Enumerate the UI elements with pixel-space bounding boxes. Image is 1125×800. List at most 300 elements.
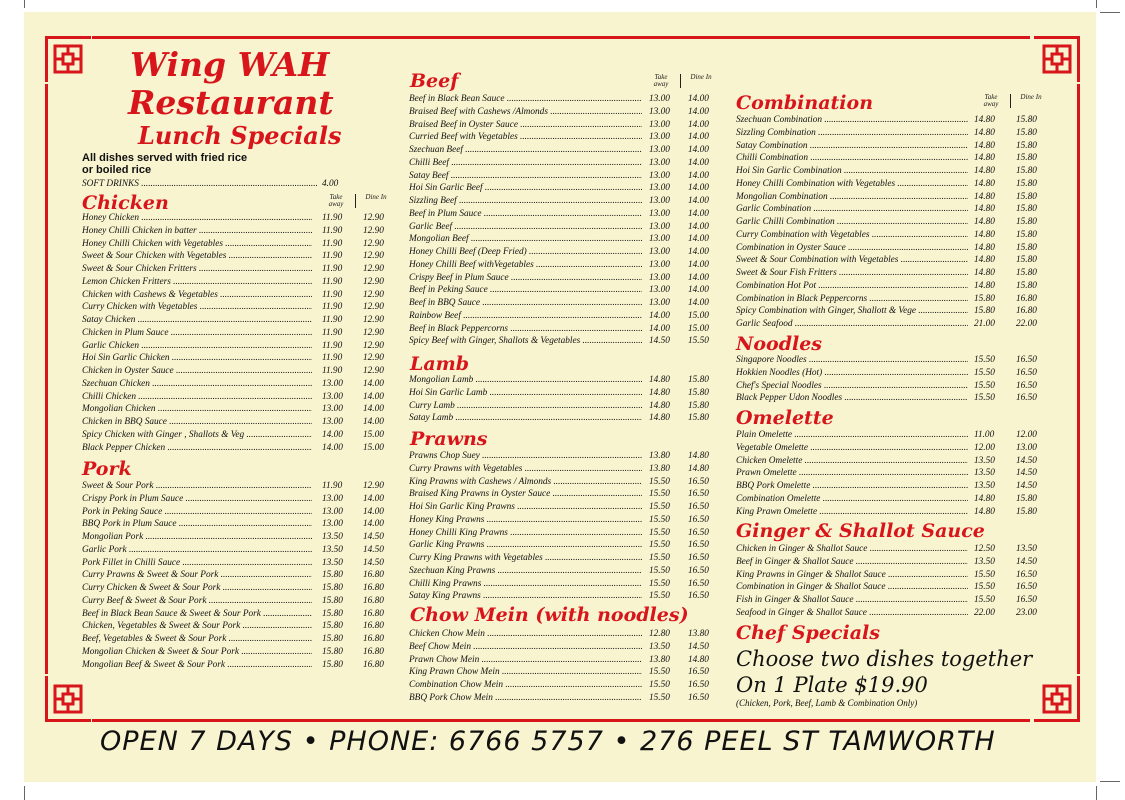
menu-item xyxy=(409,590,729,603)
menu-item xyxy=(736,506,1056,519)
restaurant-type: Restaurant xyxy=(128,83,334,122)
takeaway-price: 13.00 xyxy=(649,272,670,283)
crop-mark xyxy=(1096,0,1097,8)
menu-item xyxy=(82,314,392,327)
dine-in-price: 15.80 xyxy=(688,413,709,424)
menu-item xyxy=(736,455,1056,468)
dine-in-price: 12.90 xyxy=(363,225,384,236)
menu-item-name: Prawn Omelette ..... xyxy=(736,467,968,480)
menu-item xyxy=(82,633,392,646)
chef-specials-line: Choose two dishes together xyxy=(736,647,1033,671)
dine-in-price: 16.80 xyxy=(363,621,384,632)
crop-mark xyxy=(1096,786,1097,800)
dine-in-price: 12.00 xyxy=(1016,430,1037,440)
menu-item-name: Sweet & Sour Chicken Fritters ..... xyxy=(82,263,312,276)
menu-item xyxy=(82,327,392,340)
takeaway-price: 15.80 xyxy=(322,608,343,619)
dine-in-price: 14.50 xyxy=(1016,455,1037,466)
takeaway-price: 15.50 xyxy=(649,476,670,487)
menu-item xyxy=(409,692,729,705)
menu-item xyxy=(409,641,729,654)
rice-note-line: All dishes served with fried rice xyxy=(82,152,248,164)
menu-item-name: Honey King Prawns ..... xyxy=(409,514,642,527)
menu-item-name: Curry King Prawns with Vegetables ..... xyxy=(409,552,642,565)
menu-item xyxy=(736,442,1056,455)
menu-item xyxy=(409,310,729,323)
takeaway-price: 13.50 xyxy=(974,455,995,466)
menu-item xyxy=(409,552,729,565)
takeaway-price: 15.50 xyxy=(974,569,995,580)
dine-in-price: 16.80 xyxy=(363,659,384,670)
dine-in-price: 16.80 xyxy=(363,608,384,619)
takeaway-price: 15.50 xyxy=(649,692,670,703)
dine-in-price: 14.00 xyxy=(363,404,384,415)
section-title-prawns: Prawns xyxy=(410,428,488,450)
menu-item-name: Honey Chicken ..... xyxy=(82,212,312,225)
takeaway-price: 13.00 xyxy=(649,183,670,194)
crop-mark xyxy=(1100,781,1120,782)
menu-item-name: Beef in Black Bean Sauce ..... xyxy=(409,93,642,106)
takeaway-price: 12.50 xyxy=(974,544,995,554)
menu-item-name: Curry Chicken with Vegetables ..... xyxy=(82,301,312,314)
dine-in-price: 15.80 xyxy=(1016,166,1037,176)
menu-item-name: Hoi Sin Garlic Combination ..... xyxy=(736,165,968,178)
menu-item-name: Beef in Ginger & Shallot Sauce ..... xyxy=(736,556,968,569)
menu-item xyxy=(409,246,729,259)
soft-drinks-price: 4.00 xyxy=(322,179,339,189)
menu-item-name: Pork in Peking Sauce ..... xyxy=(82,506,312,519)
menu-item xyxy=(409,284,729,297)
takeaway-price: 11.90 xyxy=(322,366,343,376)
menu-item xyxy=(82,289,392,302)
takeaway-price: 15.80 xyxy=(322,634,343,644)
menu-item xyxy=(82,391,392,404)
menu-item xyxy=(409,182,729,195)
menu-item-name: Beef in BBQ Sauce ..... xyxy=(409,297,642,310)
menu-item xyxy=(409,654,729,667)
chef-specials-line: On 1 Plate $19.90 xyxy=(736,673,928,697)
section-title-noodles: Noodles xyxy=(736,333,823,355)
takeaway-price: 15.80 xyxy=(322,621,343,632)
takeaway-price: 15.80 xyxy=(322,595,343,606)
takeaway-price: 14.00 xyxy=(649,323,670,334)
menu-item-name: Chicken Omelette ..... xyxy=(736,455,968,468)
dine-in-price: 14.00 xyxy=(688,145,709,155)
dine-in-price: 16.80 xyxy=(363,570,384,581)
menu-item-name: Singapore Noodles ..... xyxy=(736,354,968,367)
menu-item xyxy=(409,335,729,348)
menu-item-name: Pork Fillet in Chilli Sauce ..... xyxy=(82,557,312,570)
menu-item-name: Beef, Vegetables & Sweet & Sour Pork ..... xyxy=(82,633,312,646)
menu-item xyxy=(736,467,1056,480)
takeaway-price: 13.00 xyxy=(322,378,343,389)
menu-item-name: Prawn Chow Mein ..... xyxy=(409,654,642,667)
menu-item xyxy=(736,280,1056,293)
dine-in-price: 12.90 xyxy=(363,481,384,491)
dine-in-price: 15.00 xyxy=(688,323,709,334)
dine-in-price: 12.90 xyxy=(363,353,384,364)
dine-in-price: 16.50 xyxy=(1016,595,1037,605)
takeaway-price: 11.90 xyxy=(322,238,343,249)
takeaway-price: 11.90 xyxy=(322,302,343,313)
dine-in-price: 15.80 xyxy=(1016,115,1037,125)
dine-in-price: 15.50 xyxy=(688,336,709,347)
dine-in-price: 15.80 xyxy=(1016,191,1037,202)
takeaway-price: 12.80 xyxy=(649,629,670,639)
takeaway-price: 11.90 xyxy=(322,264,343,274)
menu-item xyxy=(409,539,729,552)
menu-item xyxy=(736,165,1056,178)
dine-in-price: 15.00 xyxy=(688,310,709,321)
menu-item-name: Mongolian Chicken & Sweet & Sour Pork ..... xyxy=(82,646,312,659)
rice-note xyxy=(82,152,312,176)
combination-list xyxy=(736,114,1056,331)
dine-in-price: 14.50 xyxy=(1016,556,1037,567)
menu-item-name: King Prawn Omelette ..... xyxy=(736,506,968,519)
menu-item xyxy=(82,403,392,416)
dine-in-price: 16.50 xyxy=(688,578,709,589)
menu-item xyxy=(82,378,392,391)
menu-item-name: Sweet & Sour Chicken with Vegetables ..... xyxy=(82,250,312,263)
menu-item xyxy=(82,442,392,455)
menu-item-name: Plain Omelette ..... xyxy=(736,429,968,442)
dine-in-price: 16.80 xyxy=(363,583,384,593)
menu-item-name: King Prawns with Cashews / Almonds ..... xyxy=(409,476,642,489)
menu-item-name: Garlic Chicken ..... xyxy=(82,340,312,353)
frame-top xyxy=(92,36,1030,39)
menu-item-name: Combination in Black Peppercorns ..... xyxy=(736,293,968,306)
menu-item-name: Beef in Black Bean Sauce & Sweet & Sour Pork ..... xyxy=(82,608,312,621)
restaurant-subtitle: Lunch Specials xyxy=(138,121,342,150)
menu-item-name: Chilli Chicken ..... xyxy=(82,391,312,404)
menu-item-name: Chef's Special Noodles ..... xyxy=(736,380,968,393)
takeaway-price: 15.80 xyxy=(322,570,343,581)
takeaway-price: 11.90 xyxy=(322,225,343,236)
menu-item-name: Honey Chilli Beef withVegetables ..... xyxy=(409,259,642,272)
menu-item xyxy=(409,514,729,527)
dine-in-price: 14.00 xyxy=(363,417,384,427)
dine-in-price: 15.00 xyxy=(363,442,384,453)
menu-item xyxy=(736,178,1056,191)
corner-ornament-icon xyxy=(1034,36,1080,82)
takeaway-price: 15.50 xyxy=(649,578,670,589)
takeaway-price: 15.50 xyxy=(974,355,995,365)
menu-item-name: Szechuan King Prawns ..... xyxy=(409,565,642,578)
menu-item xyxy=(82,352,392,365)
dine-in-price: 15.80 xyxy=(1016,217,1037,227)
menu-item-name: Garlic Pork ..... xyxy=(82,544,312,557)
menu-item xyxy=(82,493,392,506)
takeaway-price: 13.80 xyxy=(649,463,670,474)
takeaway-price: 15.50 xyxy=(649,667,670,678)
menu-item-name: Chicken in BBQ Sauce ..... xyxy=(82,416,312,429)
menu-item xyxy=(736,191,1056,204)
takeaway-price: 15.50 xyxy=(649,680,670,690)
menu-item-name: Braised King Prawns in Oyster Sauce ..... xyxy=(409,488,642,501)
menu-item-name: Curry Combination with Vegetables ..... xyxy=(736,229,968,242)
dine-in-price: 14.50 xyxy=(363,532,384,542)
takeaway-price: 13.00 xyxy=(649,145,670,155)
menu-item xyxy=(82,569,392,582)
section-title-pork: Pork xyxy=(82,458,132,480)
menu-item-name: Combination Chow Mein ..... xyxy=(409,679,642,692)
takeaway-price: 15.50 xyxy=(649,489,670,500)
takeaway-header: Take away xyxy=(983,93,999,108)
takeaway-price: 13.00 xyxy=(649,157,670,168)
dine-in-price: 14.00 xyxy=(688,94,709,104)
dine-in-price: 16.50 xyxy=(688,476,709,487)
dine-in-price: 14.00 xyxy=(688,132,709,143)
menu-item xyxy=(82,595,392,608)
omelette-list xyxy=(736,429,1056,518)
takeaway-price: 11.90 xyxy=(322,289,343,300)
dine-in-price: 16.50 xyxy=(1016,393,1037,404)
menu-item xyxy=(82,365,392,378)
menu-item-name: Spicy Combination with Ginger, Shallott & Vege ..... xyxy=(736,305,968,318)
dine-in-price: 12.90 xyxy=(363,238,384,249)
menu-item xyxy=(409,578,729,591)
section-title-lamb: Lamb xyxy=(410,353,470,375)
takeaway-price: 15.50 xyxy=(974,380,995,391)
menu-item xyxy=(409,170,729,183)
menu-item xyxy=(409,233,729,246)
ginger-shallot-list xyxy=(736,543,1056,620)
dine-in-price: 16.50 xyxy=(688,680,709,690)
menu-item xyxy=(736,380,1056,393)
menu-item xyxy=(409,501,729,514)
menu-item-name: Mongolian Beef & Sweet & Sour Pork ..... xyxy=(82,659,312,672)
dine-in-price: 16.50 xyxy=(1016,582,1037,593)
takeaway-price: 13.00 xyxy=(649,119,670,130)
menu-item-name: Garlic Seafood ..... xyxy=(736,318,968,331)
menu-item-name: Hoi Sin Garlic Lamb ..... xyxy=(409,387,642,400)
takeaway-price: 14.80 xyxy=(974,140,995,151)
takeaway-price: 11.90 xyxy=(322,327,343,338)
menu-item-name: Garlic Chilli Combination ..... xyxy=(736,216,968,229)
dine-in-price: 14.00 xyxy=(363,506,384,517)
dine-in-price: 14.00 xyxy=(688,221,709,232)
menu-item xyxy=(736,429,1056,442)
menu-item-name: Sizzling Beef ..... xyxy=(409,195,642,208)
takeaway-price: 13.50 xyxy=(974,481,995,491)
menu-item xyxy=(409,476,729,489)
menu-item-name: Satay King Prawns ..... xyxy=(409,590,642,603)
menu-item-name: Curry Beef & Sweet & Sour Pork ..... xyxy=(82,595,312,608)
dine-in-price: 16.50 xyxy=(688,514,709,525)
dine-in-price: 16.80 xyxy=(1016,293,1037,304)
menu-item xyxy=(82,301,392,314)
menu-item-name: Black Pepper Udon Noodles ..... xyxy=(736,392,968,405)
menu-item-name: Mongolian Pork ..... xyxy=(82,531,312,544)
menu-item-name: King Prawns in Ginger & Shallot Sauce ..... xyxy=(736,569,968,582)
dine-in-price: 16.80 xyxy=(363,595,384,606)
menu-item xyxy=(736,581,1056,594)
takeaway-price: 13.50 xyxy=(649,641,670,652)
takeaway-price: 14.80 xyxy=(974,166,995,176)
frame-right xyxy=(1077,84,1080,674)
menu-item xyxy=(409,628,729,641)
menu-item-name: Chilli King Prawns ..... xyxy=(409,578,642,591)
menu-item-name: Crispy Pork in Plum Sauce ..... xyxy=(82,493,312,506)
dine-in-price: 15.80 xyxy=(1016,229,1037,240)
menu-item xyxy=(82,250,392,263)
dine-in-price: 12.90 xyxy=(363,276,384,287)
menu-item-name: Sweet & Sour Pork ..... xyxy=(82,480,312,493)
menu-item-name: Mongolian Combination ..... xyxy=(736,191,968,204)
dine-in-price: 15.80 xyxy=(1016,204,1037,215)
menu-item-name: Garlic King Prawns ..... xyxy=(409,539,642,552)
menu-item xyxy=(409,272,729,285)
noodles-list xyxy=(736,354,1056,405)
soft-drinks-row xyxy=(82,178,347,191)
dine-in-price: 14.00 xyxy=(688,208,709,219)
menu-item xyxy=(82,608,392,621)
menu-item-name: Honey Chilli Combination with Vegetables ..... xyxy=(736,178,968,191)
dine-in-price: 14.00 xyxy=(688,234,709,245)
takeaway-price: 12.00 xyxy=(974,442,995,453)
menu-item-name: Honey Chilli King Prawns ..... xyxy=(409,527,642,540)
dine-in-price: 14.50 xyxy=(1016,481,1037,491)
menu-item-name: Honey Chilli Beef (Deep Fried) ..... xyxy=(409,246,642,259)
takeaway-price: 15.50 xyxy=(649,502,670,512)
dine-in-price: 12.90 xyxy=(363,340,384,351)
takeaway-price: 13.00 xyxy=(649,285,670,296)
chef-specials-offer xyxy=(736,646,1056,698)
rice-note-line: or boiled rice xyxy=(82,164,152,176)
menu-item xyxy=(736,318,1056,331)
menu-item-name: BBQ Pork Omelette ..... xyxy=(736,480,968,493)
menu-item-name: Spicy Chicken with Ginger , Shallots & Veg ..... xyxy=(82,429,312,442)
dine-in-price: 15.80 xyxy=(1016,493,1037,504)
takeaway-price: 15.50 xyxy=(649,540,670,551)
dine-in-header: Dine In xyxy=(690,73,712,81)
dine-in-price: 12.90 xyxy=(363,264,384,274)
menu-item xyxy=(409,450,729,463)
dine-in-price: 14.00 xyxy=(363,391,384,402)
menu-item xyxy=(409,259,729,272)
takeaway-price: 11.90 xyxy=(322,213,343,223)
menu-item xyxy=(736,367,1056,380)
takeaway-price: 13.00 xyxy=(322,404,343,415)
menu-item-name: Combination Omelette ..... xyxy=(736,493,968,506)
takeaway-price: 13.80 xyxy=(649,654,670,665)
dine-in-price: 16.50 xyxy=(688,540,709,551)
menu-item-name: Mongolian Chicken ..... xyxy=(82,403,312,416)
menu-item-name: Combination in Ginger & Shallot Sauce ..... xyxy=(736,581,968,594)
takeaway-price: 13.00 xyxy=(322,391,343,402)
takeaway-price: 14.50 xyxy=(649,336,670,347)
menu-item-name: Chicken in Oyster Sauce ..... xyxy=(82,365,312,378)
dine-in-price: 14.00 xyxy=(688,259,709,270)
section-title-chicken: Chicken xyxy=(82,192,169,214)
frame-left xyxy=(45,84,48,674)
dine-in-price: 15.80 xyxy=(1016,178,1037,189)
takeaway-price: 15.50 xyxy=(649,591,670,602)
dine-in-price: 14.80 xyxy=(688,451,709,461)
menu-item xyxy=(736,216,1056,229)
menu-item xyxy=(736,594,1056,607)
takeaway-header: Take away xyxy=(328,193,344,208)
menu-item-name: Chicken, Vegetables & Sweet & Sour Pork ..... xyxy=(82,620,312,633)
takeaway-price: 15.50 xyxy=(974,367,995,378)
takeaway-price: 14.80 xyxy=(974,242,995,253)
menu-item-name: Prawns Chop Suey ..... xyxy=(409,450,642,463)
menu-item-name: Hoi Sin Garlic Beef ..... xyxy=(409,182,642,195)
dine-in-price: 16.80 xyxy=(363,646,384,657)
takeaway-price: 15.80 xyxy=(322,646,343,657)
menu-item xyxy=(409,221,729,234)
corner-ornament-icon xyxy=(45,676,91,722)
takeaway-price: 13.80 xyxy=(649,451,670,461)
menu-item-name: Sweet & Sour Fish Fritters ..... xyxy=(736,267,968,280)
menu-item-name: BBQ Pork Chow Mein ..... xyxy=(409,692,642,705)
menu-item-name: Hokkien Noodles (Hot) ..... xyxy=(736,367,968,380)
menu-item-name: Satay Chicken ..... xyxy=(82,314,312,327)
menu-item-name: Szechuan Beef ..... xyxy=(409,144,642,157)
dine-in-price: 13.00 xyxy=(1016,442,1037,453)
menu-item-name: Szechuan Combination ..... xyxy=(736,114,968,127)
menu-item xyxy=(736,392,1056,405)
dine-in-price: 22.00 xyxy=(1016,319,1037,329)
menu-item xyxy=(736,127,1056,140)
menu-item xyxy=(409,565,729,578)
takeaway-price: 13.00 xyxy=(322,506,343,517)
takeaway-price: 15.80 xyxy=(322,583,343,593)
menu-item xyxy=(82,557,392,570)
dine-in-price: 14.00 xyxy=(363,378,384,389)
takeaway-price: 14.80 xyxy=(974,255,995,266)
takeaway-price: 13.50 xyxy=(322,532,343,542)
menu-item-name: Curry Prawns with Vegetables ..... xyxy=(409,463,642,476)
takeaway-price: 14.80 xyxy=(649,400,670,411)
chow-mein-list xyxy=(409,628,729,705)
dine-in-price: 15.80 xyxy=(1016,506,1037,517)
menu-item xyxy=(409,106,729,119)
dine-in-price: 14.00 xyxy=(688,298,709,308)
menu-item xyxy=(409,412,729,425)
menu-item-name: Combination Hot Pot ..... xyxy=(736,280,968,293)
menu-item xyxy=(736,480,1056,493)
menu-item-name: Chilli Combination ..... xyxy=(736,152,968,165)
menu-item xyxy=(82,225,392,238)
dine-in-price: 14.50 xyxy=(1016,468,1037,479)
menu-item-name: Crispy Beef in Plum Sauce ..... xyxy=(409,272,642,285)
takeaway-price: 14.80 xyxy=(974,493,995,504)
takeaway-price: 11.90 xyxy=(322,315,343,325)
chef-specials-note: (Chicken, Pork, Beef, Lamb & Combination Only) xyxy=(736,698,918,708)
takeaway-price: 15.50 xyxy=(649,514,670,525)
menu-item-name: Satay Lamb ..... xyxy=(409,412,642,425)
menu-item xyxy=(409,666,729,679)
dine-in-price: 15.80 xyxy=(688,387,709,398)
menu-item xyxy=(736,305,1056,318)
section-title-combination: Combination xyxy=(736,92,874,114)
dine-in-price: 12.90 xyxy=(363,289,384,300)
menu-item-name: Sweet & Sour Combination with Vegetables ..... xyxy=(736,254,968,267)
takeaway-price: 14.80 xyxy=(974,153,995,164)
menu-item xyxy=(736,607,1056,620)
takeaway-price: 14.80 xyxy=(974,115,995,125)
menu-item xyxy=(82,416,392,429)
dine-in-price: 14.50 xyxy=(363,557,384,568)
beef-list xyxy=(409,93,729,348)
dine-in-price: 14.00 xyxy=(688,170,709,181)
menu-item xyxy=(736,152,1056,165)
takeaway-price: 11.90 xyxy=(322,251,343,262)
menu-item-name: Black Pepper Chicken ..... xyxy=(82,442,312,455)
menu-item xyxy=(409,208,729,221)
menu-item-name: Spicy Beef with Ginger, Shallots & Vegetables ..... xyxy=(409,335,642,348)
